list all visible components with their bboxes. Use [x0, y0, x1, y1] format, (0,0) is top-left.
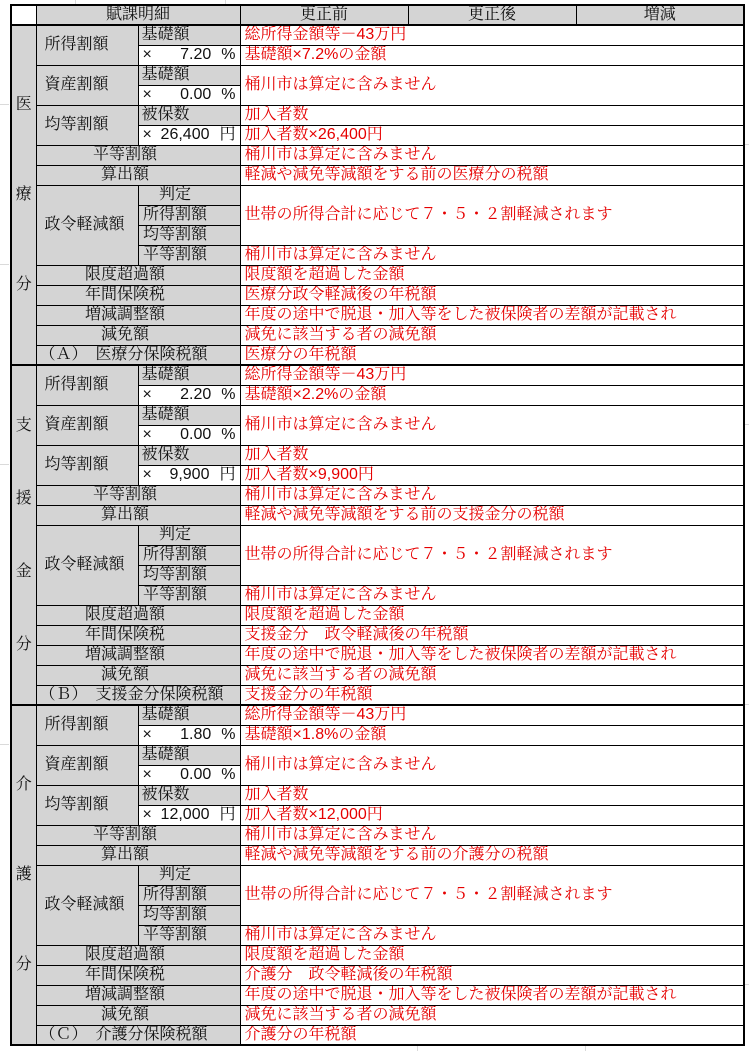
asset-rate-cell — [138, 85, 240, 105]
section-kanji: 介 — [15, 776, 32, 793]
data-cell: 基礎額×1.8%の金額 — [240, 725, 744, 745]
data-cell: 総所得金額等－43万円 — [240, 705, 744, 725]
sub-label-base: 基礎額 — [138, 705, 240, 725]
multiply-sign: × — [142, 86, 152, 103]
rate-unit: % — [221, 386, 236, 403]
rate-value: 9,900 — [169, 466, 210, 483]
multiply-sign: × — [142, 426, 152, 443]
table-row — [11, 185, 744, 205]
row-label-calculated: 算出額 — [36, 505, 240, 525]
data-cell: 限度額を超過した金額 — [240, 265, 744, 285]
section-kanji: 分 — [15, 276, 32, 293]
data-cell: 桶川市は算定に含みません — [240, 65, 744, 105]
data-cell: 支援金分の年税額 — [240, 685, 744, 705]
multiply-sign: × — [142, 126, 152, 143]
multiply-sign: × — [142, 726, 152, 743]
row-label-per-capita: 均等割額 — [36, 785, 138, 825]
table-row — [11, 1025, 744, 1045]
multiply-sign: × — [142, 766, 152, 783]
table-row — [11, 505, 744, 525]
rate-value: 7.20 — [180, 46, 212, 63]
tax-detail-table — [10, 4, 745, 1046]
table-row — [11, 305, 744, 325]
income-rate-cell — [138, 385, 240, 405]
row-label-per-household: 平等割額 — [36, 825, 240, 845]
data-cell: 加入者数 — [240, 105, 744, 125]
table-row — [11, 825, 744, 845]
table-row — [11, 345, 744, 365]
table-row — [11, 965, 744, 985]
data-cell: 世帯の所得合計に応じて７・５・２割軽減されます — [240, 525, 744, 585]
table-row — [11, 145, 744, 165]
table-row — [11, 325, 744, 345]
row-label-adjustment: 増減調整額 — [36, 985, 240, 1005]
sub-label-base: 基礎額 — [138, 65, 240, 85]
data-cell: 総所得金額等－43万円 — [240, 365, 744, 385]
row-label-reduction: 政令軽減額 — [36, 525, 138, 605]
data-cell: 支援金分 政令軽減後の年税額 — [240, 625, 744, 645]
table-row — [11, 865, 744, 885]
row-label-per-household: 平等割額 — [36, 485, 240, 505]
data-cell: 限度額を超過した金額 — [240, 605, 744, 625]
row-label-calculated: 算出額 — [36, 845, 240, 865]
data-cell: 桶川市は算定に含みません — [240, 405, 744, 445]
data-cell: 加入者数 — [240, 785, 744, 805]
column-header-detail: 賦課明細 — [36, 5, 240, 25]
data-cell: 世帯の所得合計に応じて７・５・２割軽減されます — [240, 865, 744, 925]
section-kanji: 金 — [15, 562, 32, 580]
data-cell: 桶川市は算定に含みません — [240, 745, 744, 785]
table-row — [11, 165, 744, 185]
data-cell: 桶川市は算定に含みません — [240, 925, 744, 945]
table-row — [11, 65, 744, 85]
table-row — [11, 665, 744, 685]
sub-label-per-capita: 均等割額 — [138, 905, 240, 925]
sub-label-per-household: 平等割額 — [138, 245, 240, 265]
tax-detail-sheet — [10, 4, 745, 1046]
data-cell: 限度額を超過した金額 — [240, 945, 744, 965]
table-row — [11, 25, 744, 45]
section-kanji: 分 — [15, 635, 32, 653]
row-label-annual-tax: 年間保険税 — [36, 625, 240, 645]
table-row — [11, 705, 744, 725]
row-label-exemption: 減免額 — [36, 1005, 240, 1025]
corner-cell — [11, 5, 36, 25]
table-row — [11, 685, 744, 705]
section-kanji: 医 — [15, 96, 32, 113]
row-label-exemption: 減免額 — [36, 325, 240, 345]
data-cell: 医療分の年税額 — [240, 345, 744, 365]
data-cell: 軽減や減免等減額をする前の介護分の税額 — [240, 845, 744, 865]
table-row — [11, 445, 744, 465]
data-cell: 年度の途中で脱退・加入等をした被保険者の差額が記載され — [240, 985, 744, 1005]
column-header-before: 更正前 — [240, 5, 408, 25]
data-cell: 減免に該当する者の減免額 — [240, 1005, 744, 1025]
section-label-cell — [11, 705, 36, 1045]
table-row — [11, 745, 744, 765]
sub-label-judgement: 判定 — [138, 865, 240, 885]
data-cell: 加入者数×9,900円 — [240, 465, 744, 485]
data-cell: 介護分の年税額 — [240, 1025, 744, 1045]
table-row — [11, 845, 744, 865]
row-label-income: 所得割額 — [36, 705, 138, 745]
per-capita-amount-cell — [138, 805, 240, 825]
row-label-annual-tax: 年間保険税 — [36, 965, 240, 985]
rate-unit: % — [221, 86, 236, 103]
multiply-sign: × — [142, 46, 152, 63]
section-kanji: 支 — [15, 416, 32, 434]
row-label-limit-excess: 限度超過額 — [36, 605, 240, 625]
row-label-per-household: 平等割額 — [36, 145, 240, 165]
row-label-per-capita: 均等割額 — [36, 105, 138, 145]
sub-label-insured: 被保数 — [138, 445, 240, 465]
table-row — [11, 265, 744, 285]
spreadsheet-gridline — [0, 264, 9, 265]
row-label-asset: 資産割額 — [36, 405, 138, 445]
sub-label-per-capita: 均等割額 — [138, 225, 240, 245]
section-kanji: 分 — [15, 956, 32, 973]
table-row — [11, 605, 744, 625]
sub-label-base: 基礎額 — [138, 745, 240, 765]
table-row — [11, 945, 744, 965]
table-row — [11, 625, 744, 645]
row-label-annual-tax: 年間保険税 — [36, 285, 240, 305]
data-cell: 軽減や減免等減額をする前の医療分の税額 — [240, 165, 744, 185]
row-label-limit-excess: 限度超過額 — [36, 945, 240, 965]
section-kanji: 援 — [15, 489, 32, 507]
row-label-asset: 資産割額 — [36, 65, 138, 105]
table-row — [11, 405, 744, 425]
header-row — [11, 5, 744, 25]
sub-label-income: 所得割額 — [138, 885, 240, 905]
rate-value: 0.00 — [180, 426, 212, 443]
table-row — [11, 1005, 744, 1025]
multiply-sign: × — [142, 386, 152, 403]
multiply-sign: × — [142, 806, 152, 823]
income-rate-cell — [138, 45, 240, 65]
data-cell: 桶川市は算定に含みません — [240, 145, 744, 165]
table-row — [11, 285, 744, 305]
rate-unit: % — [221, 46, 236, 63]
asset-rate-cell — [138, 425, 240, 445]
table-row — [11, 785, 744, 805]
section-kanji: 護 — [15, 866, 32, 883]
rate-value: 12,000 — [160, 806, 210, 823]
rate-unit: 円 — [219, 806, 236, 823]
spreadsheet-gridline — [0, 744, 9, 745]
sub-label-per-household: 平等割額 — [138, 585, 240, 605]
table-row — [11, 485, 744, 505]
row-label-calculated: 算出額 — [36, 165, 240, 185]
spreadsheet-gridline — [0, 464, 9, 465]
rate-value: 2.20 — [180, 386, 212, 403]
row-label-exemption: 減免額 — [36, 665, 240, 685]
asset-rate-cell — [138, 765, 240, 785]
rate-value: 26,400 — [160, 126, 210, 143]
sub-label-judgement: 判定 — [138, 525, 240, 545]
sub-label-income: 所得割額 — [138, 545, 240, 565]
table-row — [11, 105, 744, 125]
row-label-section-total: （Ｃ） 介護分保険税額 — [36, 1025, 240, 1045]
table-row — [11, 645, 744, 665]
data-cell: 介護分 政令軽減後の年税額 — [240, 965, 744, 985]
row-label-asset: 資産割額 — [36, 745, 138, 785]
table-row — [11, 365, 744, 385]
row-label-adjustment: 増減調整額 — [36, 305, 240, 325]
data-cell: 桶川市は算定に含みません — [240, 585, 744, 605]
row-label-adjustment: 増減調整額 — [36, 645, 240, 665]
sub-label-base: 基礎額 — [138, 365, 240, 385]
data-cell: 桶川市は算定に含みません — [240, 485, 744, 505]
table-row — [11, 525, 744, 545]
data-cell: 年度の途中で脱退・加入等をした被保険者の差額が記載され — [240, 645, 744, 665]
column-header-after: 更正後 — [408, 5, 576, 25]
section-label-cell — [11, 365, 36, 705]
data-cell: 軽減や減免等減額をする前の支援金分の税額 — [240, 505, 744, 525]
column-header-change: 増減 — [576, 5, 744, 25]
sub-label-base: 基礎額 — [138, 25, 240, 45]
rate-unit: 円 — [219, 466, 236, 483]
sub-label-income: 所得割額 — [138, 205, 240, 225]
row-label-reduction: 政令軽減額 — [36, 865, 138, 945]
section-label-cell — [11, 25, 36, 365]
sub-label-judgement: 判定 — [138, 185, 240, 205]
row-label-reduction: 政令軽減額 — [36, 185, 138, 265]
sub-label-per-capita: 均等割額 — [138, 565, 240, 585]
data-cell: 減免に該当する者の減免額 — [240, 325, 744, 345]
data-cell: 桶川市は算定に含みません — [240, 825, 744, 845]
data-cell: 減免に該当する者の減免額 — [240, 665, 744, 685]
row-label-income: 所得割額 — [36, 365, 138, 405]
rate-value: 0.00 — [180, 766, 212, 783]
per-capita-amount-cell — [138, 125, 240, 145]
sub-label-insured: 被保数 — [138, 785, 240, 805]
sub-label-base: 基礎額 — [138, 405, 240, 425]
data-cell: 加入者数 — [240, 445, 744, 465]
data-cell: 桶川市は算定に含みません — [240, 245, 744, 265]
rate-unit: % — [221, 426, 236, 443]
data-cell: 基礎額×7.2%の金額 — [240, 45, 744, 65]
data-cell: 世帯の所得合計に応じて７・５・２割軽減されます — [240, 185, 744, 245]
sub-label-insured: 被保数 — [138, 105, 240, 125]
row-label-income: 所得割額 — [36, 25, 138, 65]
per-capita-amount-cell — [138, 465, 240, 485]
row-label-limit-excess: 限度超過額 — [36, 265, 240, 285]
data-cell: 年度の途中で脱退・加入等をした被保険者の差額が記載され — [240, 305, 744, 325]
income-rate-cell — [138, 725, 240, 745]
data-cell: 加入者数×26,400円 — [240, 125, 744, 145]
rate-value: 1.80 — [180, 726, 212, 743]
table-row — [11, 985, 744, 1005]
data-cell: 加入者数×12,000円 — [240, 805, 744, 825]
rate-value: 0.00 — [180, 86, 212, 103]
data-cell: 総所得金額等－43万円 — [240, 25, 744, 45]
data-cell: 医療分政令軽減後の年税額 — [240, 285, 744, 305]
data-cell: 基礎額×2.2%の金額 — [240, 385, 744, 405]
row-label-per-capita: 均等割額 — [36, 445, 138, 485]
multiply-sign: × — [142, 466, 152, 483]
sub-label-per-household: 平等割額 — [138, 925, 240, 945]
rate-unit: % — [221, 766, 236, 783]
rate-unit: 円 — [219, 126, 236, 143]
rate-unit: % — [221, 726, 236, 743]
spreadsheet-gridline — [0, 104, 9, 105]
section-kanji: 療 — [15, 186, 32, 203]
row-label-section-total: （Ｂ） 支援金分保険税額 — [36, 685, 240, 705]
row-label-section-total: （Ａ） 医療分保険税額 — [36, 345, 240, 365]
